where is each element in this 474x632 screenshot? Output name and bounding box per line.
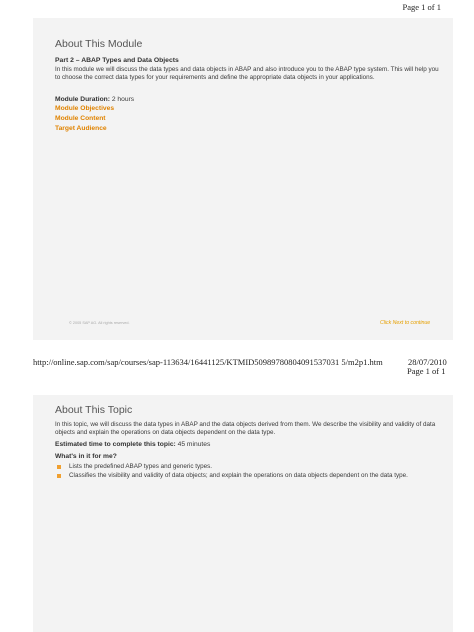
- topic-intro: In this topic, we will discuss the data types in ABAP and the data objects derived from them. We describe the visibility and validity of data objects and explain the operations on data objects dependent on the data type.: [55, 421, 436, 437]
- list-item-text: Classifies the visibility and validity of data objects; and explain the operations on data objects dependent on the data type.: [69, 472, 408, 480]
- page-url: http://online.sap.com/sap/courses/sap-113634/16441125/KTMID50989780804091537031 5/m2p1.htm: [33, 357, 383, 367]
- topic-bullet-list: [55, 463, 435, 481]
- bullet-square-icon: [57, 474, 61, 478]
- module-duration-label: Module Duration:: [55, 96, 110, 103]
- print-separator: [0, 340, 474, 395]
- estimated-time-label: Estimated time to complete this topic:: [55, 441, 176, 448]
- whats-in-it-label: What's in it for me?: [55, 453, 117, 460]
- estimated-time: [55, 441, 210, 449]
- link-module-content[interactable]: Module Content: [55, 115, 106, 122]
- list-item: [55, 463, 435, 471]
- module-duration-value: 2 hours: [111, 96, 135, 103]
- module-subtitle: Part 2 – ABAP Types and Data Objects: [55, 57, 179, 64]
- estimated-time-value: 45 minutes: [177, 441, 211, 448]
- list-item: [55, 472, 435, 480]
- module-intro: In this module we will discuss the data types and data objects in ABAP and also introduce you to the ABAP type system. This will help you to choose the correct data types for your requirements and define the appropriate data objects in your applications.: [55, 66, 439, 82]
- page-number-top: Page 1 of 1: [402, 2, 441, 12]
- link-module-objectives[interactable]: Module Objectives: [55, 105, 115, 112]
- page-number-bottom: Page 1 of 1: [407, 366, 446, 376]
- module-title: About This Module: [55, 38, 143, 50]
- print-date: 28/07/2010: [408, 357, 447, 367]
- link-target-audience[interactable]: Target Audience: [55, 125, 107, 132]
- list-item-text: Lists the predefined ABAP types and generic types.: [69, 463, 213, 470]
- bullet-square-icon: [57, 465, 61, 469]
- module-duration: [55, 96, 134, 104]
- next-link[interactable]: Click Next to continue: [380, 320, 431, 326]
- copyright-footer: © 2005 SAP AG. All rights reserved.: [69, 321, 130, 325]
- topic-title: About This Topic: [55, 404, 133, 416]
